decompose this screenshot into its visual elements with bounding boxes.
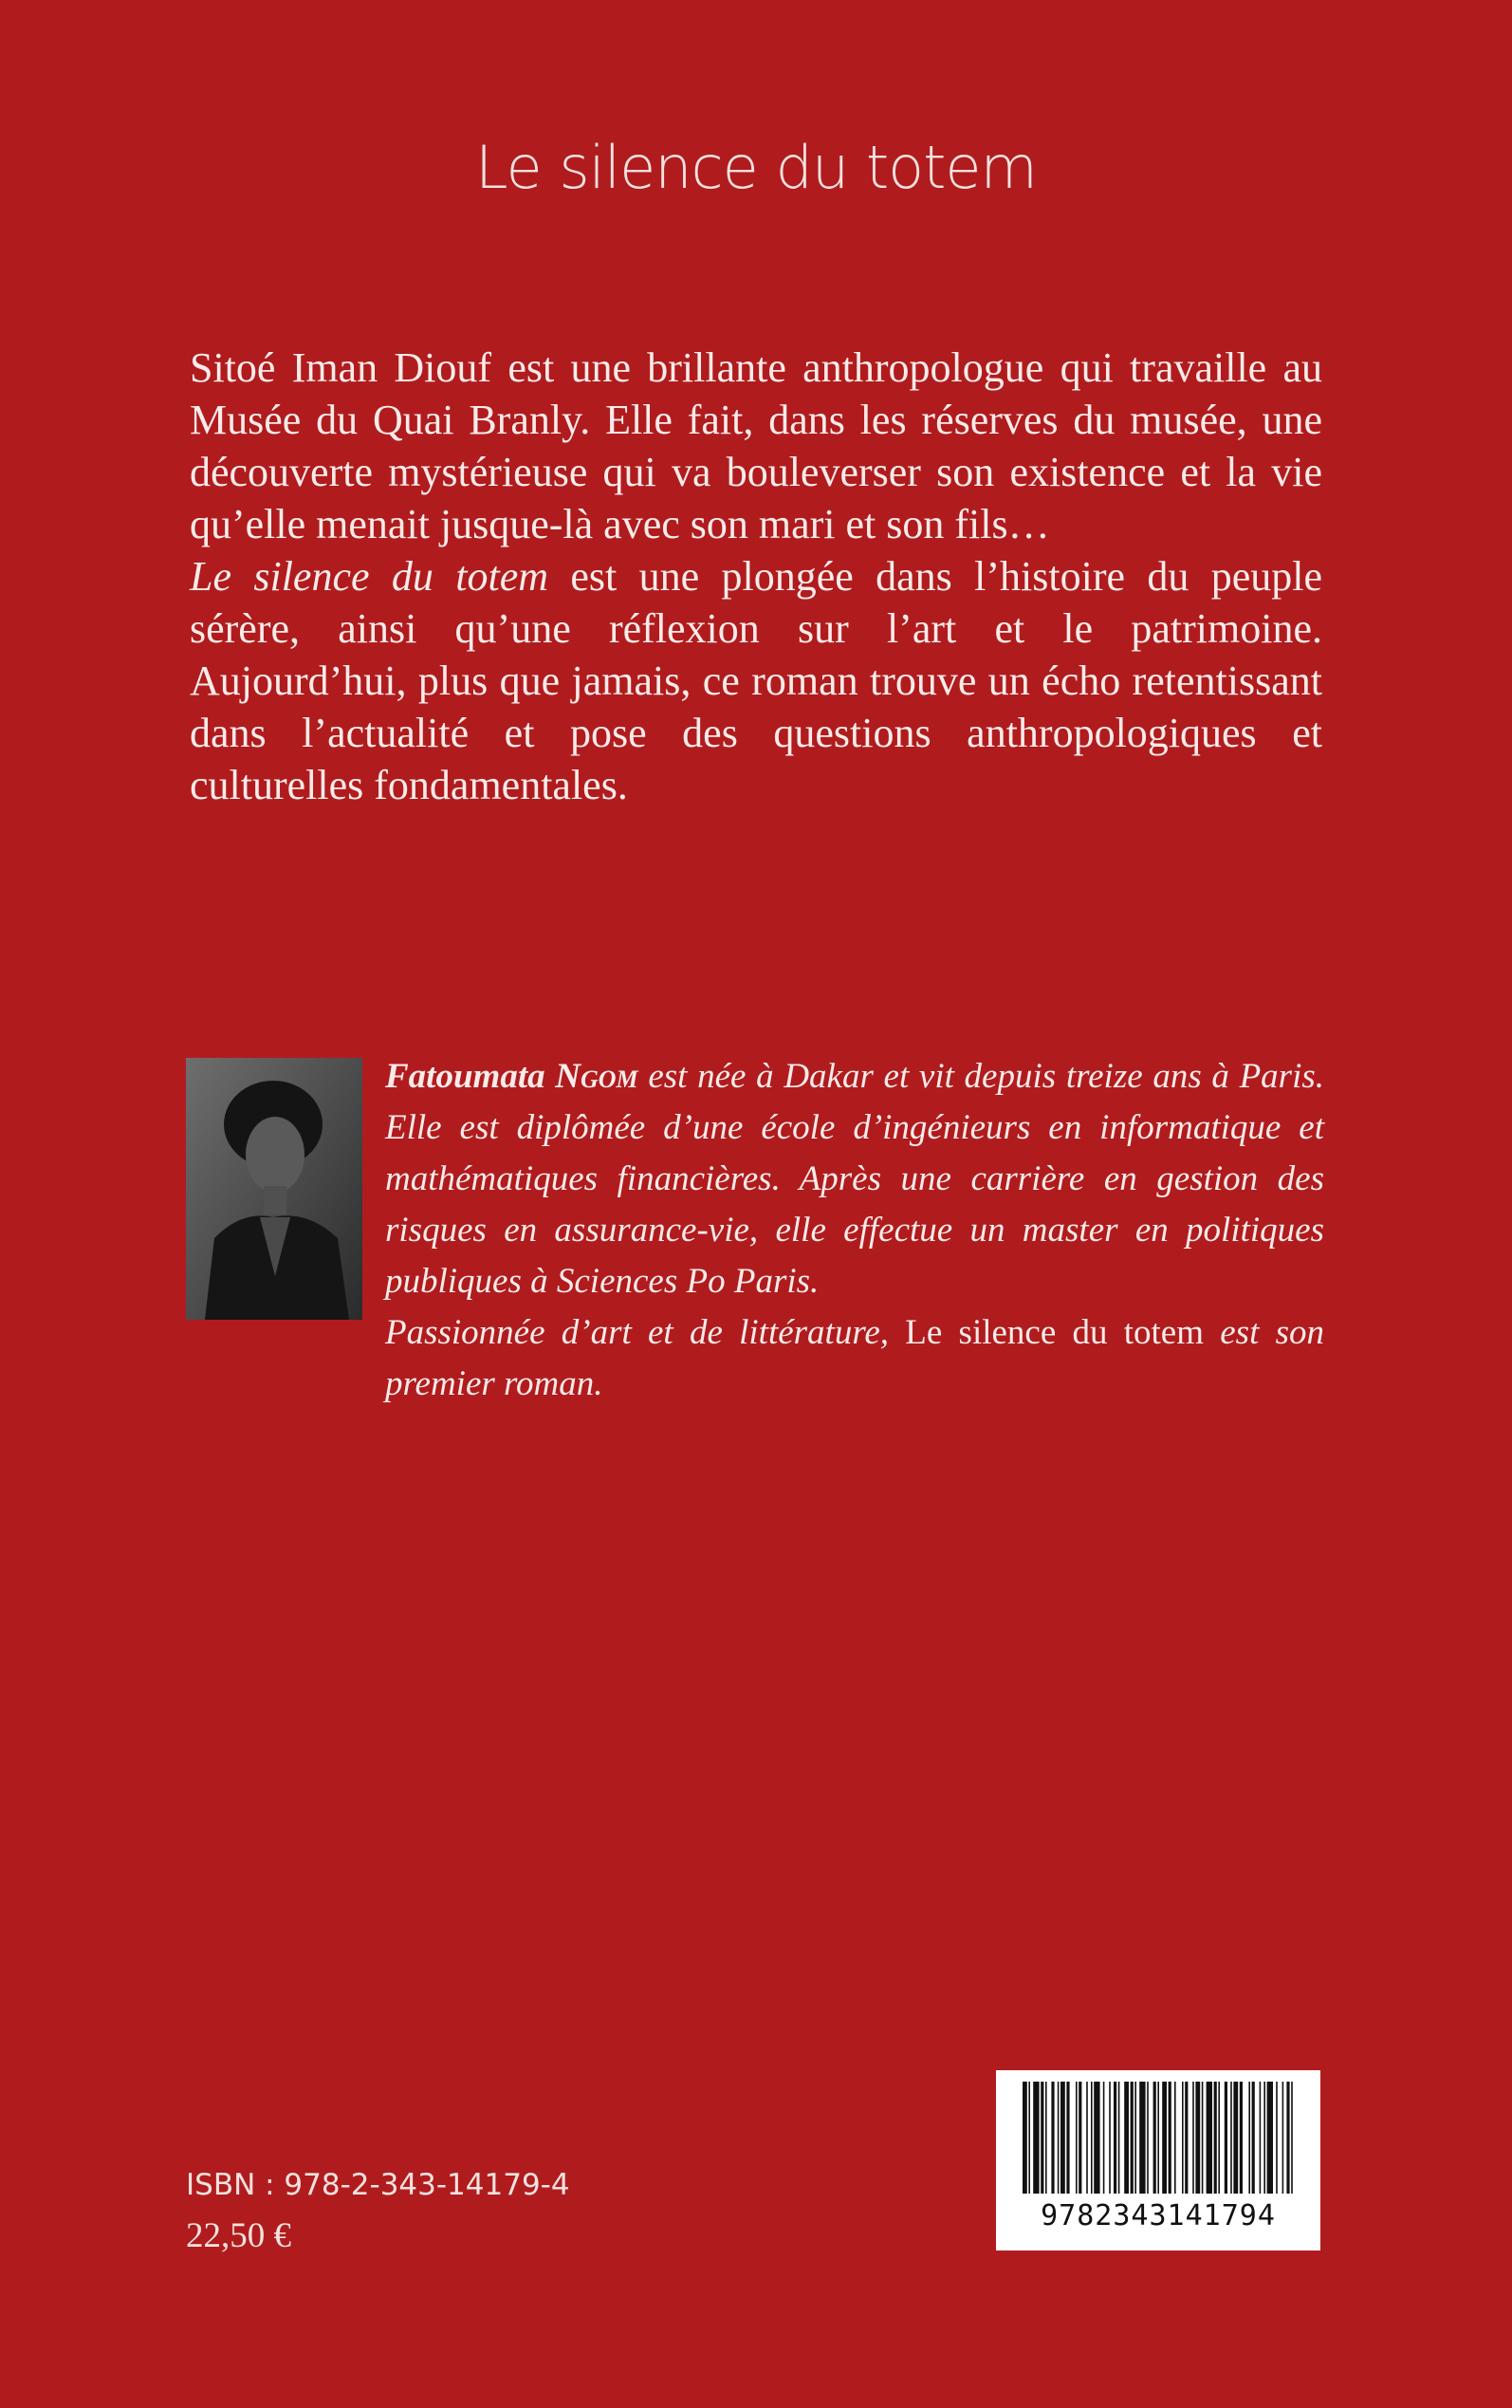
- barcode-bar: [1086, 2082, 1088, 2194]
- author-bio-text-1: est née à Dakar et vit depuis treize ans à Paris. Elle est diplômée d’une école d’ingénieurs en informatique et mathématiques financières. Après une carrière en gestion des risques en assurance-vie, elle effectue un master en politiques publiques à Sciences Po Paris.: [385, 1057, 1324, 1301]
- barcode-bar: [1023, 2082, 1027, 2194]
- barcode-bar: [1147, 2082, 1149, 2194]
- barcode-bar: [1182, 2082, 1184, 2194]
- author-bio-text-2: Passionnée d’art et de littérature,: [385, 1313, 906, 1352]
- barcode-bar: [1114, 2082, 1116, 2194]
- barcode-bar: [1276, 2082, 1278, 2194]
- barcode-bar: [1214, 2082, 1217, 2194]
- barcode-bar: [1162, 2082, 1167, 2194]
- barcode-bar: [1157, 2082, 1159, 2194]
- barcode-bar: [1267, 2082, 1273, 2194]
- author-bio-text-3: est son premier roman.: [385, 1313, 1324, 1403]
- barcode-bar: [1185, 2082, 1188, 2194]
- barcode-bar: [1058, 2082, 1060, 2194]
- barcode-bar: [1260, 2082, 1262, 2194]
- barcode-bar: [1103, 2082, 1105, 2194]
- barcode-bar: [1169, 2082, 1171, 2194]
- author-photo: [186, 1058, 362, 1320]
- barcode-bar: [1134, 2082, 1136, 2194]
- author-bio-paragraph-2: [385, 1307, 1324, 1410]
- barcode-bar: [1060, 2082, 1065, 2194]
- barcode-bar: [1118, 2082, 1120, 2194]
- author-bio: [385, 1051, 1324, 1410]
- barcode-bar: [1066, 2082, 1069, 2194]
- author-last-name: Ngom: [555, 1057, 638, 1096]
- synopsis-paragraph-2: [190, 550, 1322, 811]
- barcode-bar: [1218, 2082, 1220, 2194]
- barcode-bar: [1124, 2082, 1129, 2194]
- barcode-bar: [1174, 2082, 1176, 2194]
- barcode-bar: [1109, 2082, 1111, 2194]
- synopsis-book-title: Le silence du totem: [190, 553, 548, 600]
- barcode-bar: [1291, 2082, 1293, 2194]
- barcode-bar: [1076, 2082, 1078, 2194]
- barcode-bar: [1286, 2082, 1289, 2194]
- barcode-bar: [1230, 2082, 1232, 2194]
- barcode-bar: [1094, 2082, 1099, 2194]
- barcode-bar: [1282, 2082, 1284, 2194]
- barcode-bar: [1233, 2082, 1238, 2194]
- barcode-bar: [1051, 2082, 1054, 2194]
- barcode-bar: [1079, 2082, 1081, 2194]
- price: 22,50 €: [186, 2216, 291, 2255]
- barcode-bar: [1091, 2082, 1093, 2194]
- synopsis-paragraph-1: Sitoé Iman Diouf est une brillante anthropologue qui travaille au Musée du Quai Branly. Elle fait, dans les réserves du musée, une découverte mystérieuse qui va bouleverser son existence et la vie qu’elle menait jusque-là avec son mari et son fils…: [190, 344, 1322, 547]
- author-portrait-image: [186, 1058, 362, 1320]
- barcode-digits: 9782343141794: [1041, 2199, 1276, 2232]
- synopsis: [190, 342, 1322, 811]
- barcode-bar: [1045, 2082, 1047, 2194]
- barcode-bar: [1131, 2082, 1134, 2194]
- barcode-bar: [1252, 2082, 1255, 2194]
- barcode-bar: [1225, 2082, 1227, 2194]
- barcode-bar: [1028, 2082, 1030, 2194]
- barcode-bar: [1192, 2082, 1194, 2194]
- barcode-bar: [1139, 2082, 1145, 2194]
- barcode-bar: [1263, 2082, 1265, 2194]
- barcode-bar: [1153, 2082, 1156, 2194]
- synopsis-paragraph-2-text: est une plongée dans l’histoire du peuple sérère, ainsi qu’une réflexion sur l’art et le patrimoine. Aujourd’hui, plus que jamais, ce roman trouve un écho retentissant dans l’actualité et pose des questions anthropologiques et culturelles fondamentales.: [190, 553, 1322, 808]
- author-first-name: Fatoumata: [385, 1057, 545, 1096]
- barcode-bar: [1033, 2082, 1039, 2194]
- barcode-bar: [1207, 2082, 1212, 2194]
- author-bio-paragraph-1: [385, 1051, 1324, 1307]
- barcode: [996, 2070, 1320, 2251]
- isbn: ISBN : 978-2-343-14179-4: [186, 2168, 570, 2202]
- barcode-bar: [1041, 2082, 1043, 2194]
- barcode-bar: [1240, 2082, 1243, 2194]
- author-bio-book-title: Le silence du totem: [905, 1313, 1205, 1352]
- barcode-bar: [1248, 2082, 1250, 2194]
- barcode-bar: [1195, 2082, 1200, 2194]
- book-title: Le silence du totem: [475, 133, 1037, 202]
- barcode-bar: [1202, 2082, 1204, 2194]
